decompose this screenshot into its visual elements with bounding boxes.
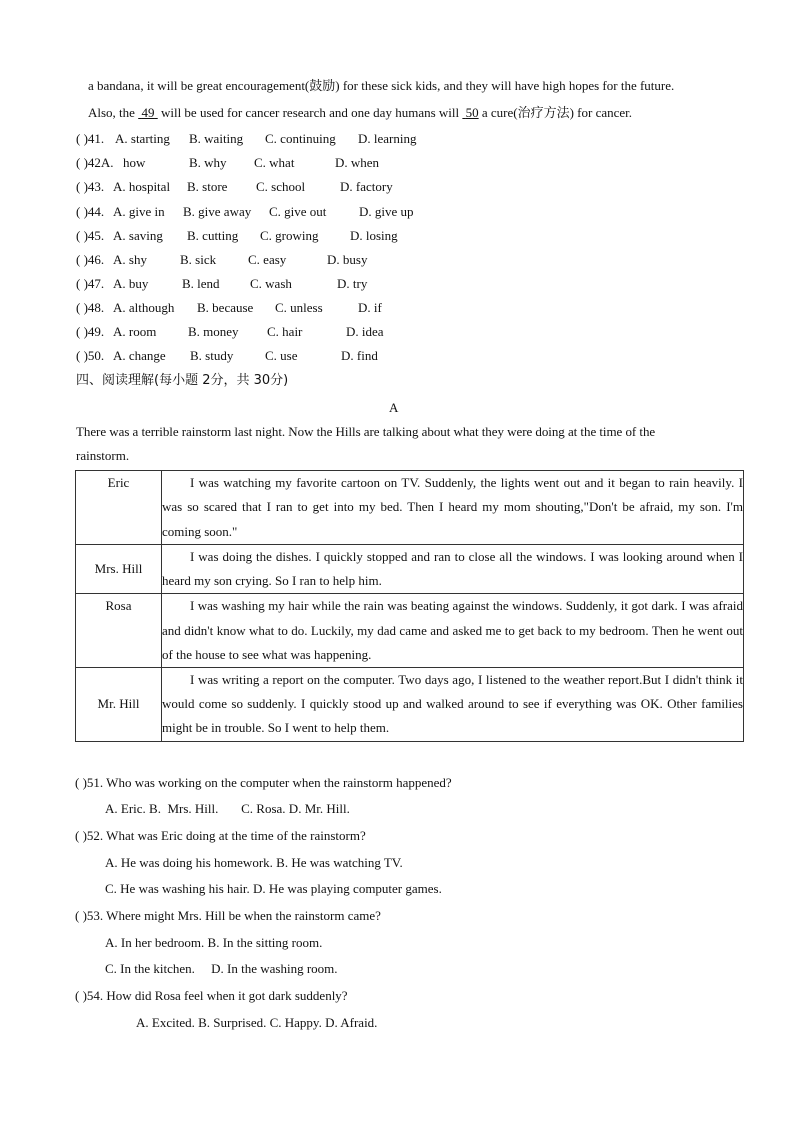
question-number: ( )48.	[76, 300, 105, 315]
option-d: D. when	[335, 155, 380, 170]
option-b: B. store	[187, 179, 228, 194]
option-c: C. use	[265, 348, 298, 363]
passage-line-2-b: will be used for cancer research and one day humans will	[157, 105, 463, 120]
table-row	[76, 545, 744, 594]
option-b: B. give away	[183, 204, 252, 219]
speaker-statement-text: I was watching my favorite cartoon on TV. Suddenly, the lights went out and it began to rain heavily. I was so scared that I ran to get into my bed. Then I heard my mom shouting,"Don't be afraid, my son. I'm coming soon."	[162, 475, 743, 539]
option-c: C. hair	[267, 324, 303, 339]
option-b: B. lend	[182, 276, 220, 291]
speaker-statement	[162, 668, 744, 742]
passage-line-2	[88, 105, 632, 121]
blank-49-number: 49	[141, 105, 155, 120]
question-51: ( )51. Who was working on the computer when the rainstorm happened?	[75, 775, 452, 790]
option-b: B. study	[190, 348, 234, 363]
blank-49	[138, 105, 158, 120]
question-53-options-1: A. In her bedroom. B. In the sitting room.	[105, 935, 323, 950]
option-d: D. find	[341, 348, 378, 363]
question-number: ( )50.	[76, 348, 105, 363]
option-a: A. hospital	[113, 179, 171, 194]
question-54: ( )54. How did Rosa feel when it got dark suddenly?	[75, 988, 348, 1003]
question-53-options-2: C. In the kitchen. D. In the washing room.	[105, 961, 338, 976]
question-53: ( )53. Where might Mrs. Hill be when the rainstorm came?	[75, 908, 381, 923]
option-c: C. what	[254, 155, 295, 170]
question-number: ( )43.	[76, 179, 105, 194]
option-c: C. growing	[260, 228, 319, 243]
option-d: D. losing	[350, 228, 398, 243]
intro-line-2: rainstorm.	[76, 448, 130, 463]
option-d: D. factory	[340, 179, 393, 194]
option-a: A. although	[113, 300, 175, 315]
speaker-statement	[162, 594, 744, 668]
option-d: D. learning	[358, 131, 417, 146]
question-number: ( )49.	[76, 324, 105, 339]
option-b: B. waiting	[189, 131, 244, 146]
question-number: ( )41.	[76, 131, 105, 146]
passage-label: A	[389, 400, 399, 415]
speaker-name: Eric	[76, 471, 162, 545]
table-row	[76, 594, 744, 668]
option-a: A. change	[113, 348, 166, 363]
option-b: B. money	[188, 324, 239, 339]
question-number: ( )45.	[76, 228, 105, 243]
option-a: A. starting	[115, 131, 170, 146]
option-c: C. wash	[250, 276, 292, 291]
question-number: ( )44.	[76, 204, 105, 219]
story-table	[75, 470, 744, 742]
speaker-name: Mrs. Hill	[76, 545, 162, 594]
question-52-options-2: C. He was washing his hair. D. He was playing computer games.	[105, 881, 442, 896]
section-title: 四、阅读理解(每小题 2分，共 30分)	[76, 373, 289, 388]
option-b: B. because	[197, 300, 254, 315]
option-d: D. give up	[359, 204, 414, 219]
option-d: D. idea	[346, 324, 384, 339]
option-a: A. shy	[113, 252, 147, 267]
option-c: C. give out	[269, 204, 327, 219]
speaker-statement-text: I was doing the dishes. I quickly stopped and ran to close all the windows. I was looking around when I heard my son crying. So I ran to help him.	[162, 549, 743, 589]
option-d: D. try	[337, 276, 368, 291]
option-d: D. busy	[327, 252, 368, 267]
blank-50-number: 50	[465, 105, 479, 120]
table-row	[76, 668, 744, 742]
option-b: B. sick	[180, 252, 217, 267]
question-54-options: A. Excited. B. Surprised. C. Happy. D. Afraid.	[136, 1015, 378, 1030]
question-number: ( )42A.	[76, 155, 114, 170]
speaker-statement	[162, 545, 744, 594]
question-52: ( )52. What was Eric doing at the time of the rainstorm?	[75, 828, 366, 843]
passage-line-1: a bandana, it will be great encouragement(鼓励) for these sick kids, and they will have high hopes for the future.	[88, 78, 675, 93]
passage-line-2-c: a cure(治疗方法) for cancer.	[478, 105, 633, 120]
option-b: B. cutting	[187, 228, 239, 243]
intro-line-1: There was a terrible rainstorm last night. Now the Hills are talking about what they were doing at the time of the	[76, 424, 656, 439]
speaker-name: Mr. Hill	[76, 668, 162, 742]
blank-50	[462, 105, 478, 120]
option-a: A. saving	[113, 228, 163, 243]
option-c: C. continuing	[265, 131, 336, 146]
option-d: D. if	[358, 300, 382, 315]
speaker-name: Rosa	[76, 594, 162, 668]
question-52-options-1: A. He was doing his homework. B. He was watching TV.	[105, 855, 403, 870]
passage-line-2-a: Also, the	[88, 105, 139, 120]
question-number: ( )47.	[76, 276, 105, 291]
option-c: C. easy	[248, 252, 287, 267]
option-a: A. room	[113, 324, 157, 339]
option-c: C. unless	[275, 300, 323, 315]
option-a: A. buy	[113, 276, 149, 291]
option-a: A. give in	[113, 204, 165, 219]
speaker-statement-text: I was writing a report on the computer. Two days ago, I listened to the weather report.But I didn't think it would come so suddenly. I quickly stood up and walked around to see if everything was OK. Other families might be in trouble. So I went to help them.	[162, 672, 743, 736]
table-row	[76, 471, 744, 545]
speaker-statement	[162, 471, 744, 545]
question-51-options: A. Eric. B. Mrs. Hill. C. Rosa. D. Mr. Hill.	[105, 801, 350, 816]
option-b: B. why	[189, 155, 227, 170]
option-c: C. school	[256, 179, 306, 194]
speaker-statement-text: I was washing my hair while the rain was beating against the windows. Suddenly, it got dark. I was afraid and didn't know what to do. Luckily, my dad came and asked me to get back to my bedroom. Then he went out of the house to see what was happening.	[162, 598, 743, 662]
option-a: how	[123, 155, 146, 170]
question-number: ( )46.	[76, 252, 105, 267]
